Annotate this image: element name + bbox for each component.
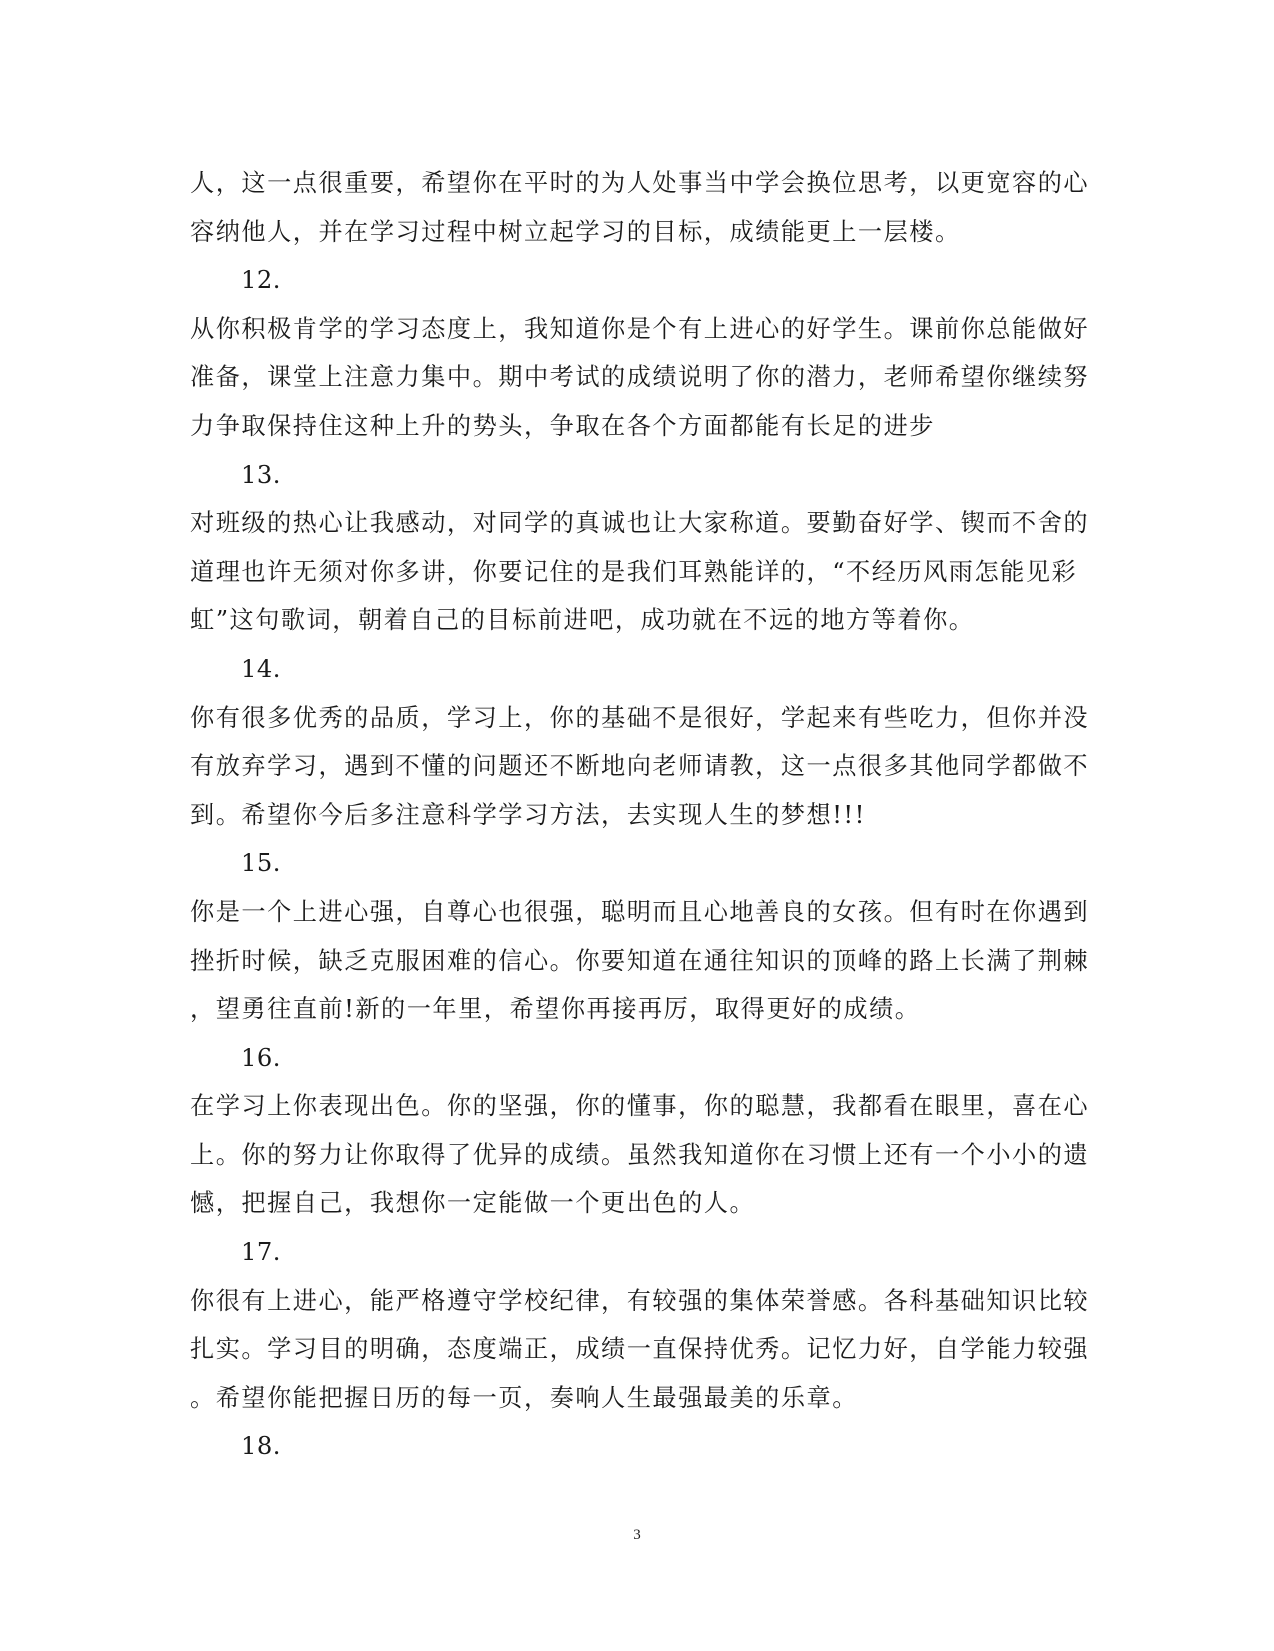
item-number-16: 16.	[241, 1043, 281, 1072]
item-number-14: 14.	[241, 654, 281, 683]
body-line: 力争取保持住这种上升的势头，争取在各个方面都能有长足的进步	[190, 411, 935, 440]
item-number-13: 13.	[241, 460, 281, 489]
body-line: 你是一个上进心强，自尊心也很强，聪明而且心地善良的女孩。但有时在你遇到	[190, 897, 1090, 926]
page-number: 3	[633, 1527, 641, 1543]
body-line: 。希望你能把握日历的每一页，奏响人生最强最美的乐章。	[190, 1383, 858, 1412]
body-line: 在学习上你表现出色。你的坚强，你的懂事，你的聪慧，我都看在眼里，喜在心	[190, 1092, 1090, 1121]
document-body	[190, 163, 1090, 1475]
item-number-12: 12.	[241, 266, 281, 295]
body-line: 对班级的热心让我感动，对同学的真诚也让大家称道。要勤奋好学、锲而不舍的	[190, 509, 1090, 538]
body-line: 有放弃学习，遇到不懂的问题还不断地向老师请教，这一点很多其他同学都做不	[190, 752, 1090, 781]
body-line: 人，这一点很重要，希望你在平时的为人处事当中学会换位思考，以更宽容的心	[190, 169, 1090, 197]
item-number-15: 15.	[241, 849, 281, 878]
body-line: ，望勇往直前!新的一年里，希望你再接再厉，取得更好的成绩。	[190, 995, 921, 1024]
item-number-18: 18.	[241, 1432, 281, 1461]
body-line: 道理也许无须对你多讲，你要记住的是我们耳熟能详的，“不经历风雨怎能见彩	[190, 557, 1078, 586]
body-line: 虹”这句歌词，朝着自己的目标前进吧，成功就在不远的地方等着你。	[190, 606, 975, 635]
body-line: 上。你的努力让你取得了优异的成绩。虽然我知道你在习惯上还有一个小小的遗	[190, 1140, 1090, 1169]
body-line: 你有很多优秀的品质，学习上，你的基础不是很好，学起来有些吃力，但你并没	[190, 703, 1090, 732]
body-line: 容纳他人，并在学习过程中树立起学习的目标，成绩能更上一层楼。	[190, 217, 961, 246]
body-line: 你很有上进心，能严格遵守学校纪律，有较强的集体荣誉感。各科基础知识比较	[190, 1286, 1090, 1315]
body-line: 准备，课堂上注意力集中。期中考试的成绩说明了你的潜力，老师希望你继续努	[190, 363, 1090, 392]
body-line: 挫折时候，缺乏克服困难的信心。你要知道在通往知识的顶峰的路上长满了荆棘	[190, 946, 1090, 975]
body-line: 扎实。学习目的明确，态度端正，成绩一直保持优秀。记忆力好，自学能力较强	[190, 1335, 1090, 1364]
body-line: 从你积极肯学的学习态度上，我知道你是个有上进心的好学生。课前你总能做好	[190, 314, 1090, 343]
body-line: 憾，把握自己，我想你一定能做一个更出色的人。	[190, 1189, 756, 1218]
item-number-17: 17.	[241, 1238, 281, 1267]
body-line: 到。希望你今后多注意科学学习方法，去实现人生的梦想!!!	[190, 800, 866, 829]
